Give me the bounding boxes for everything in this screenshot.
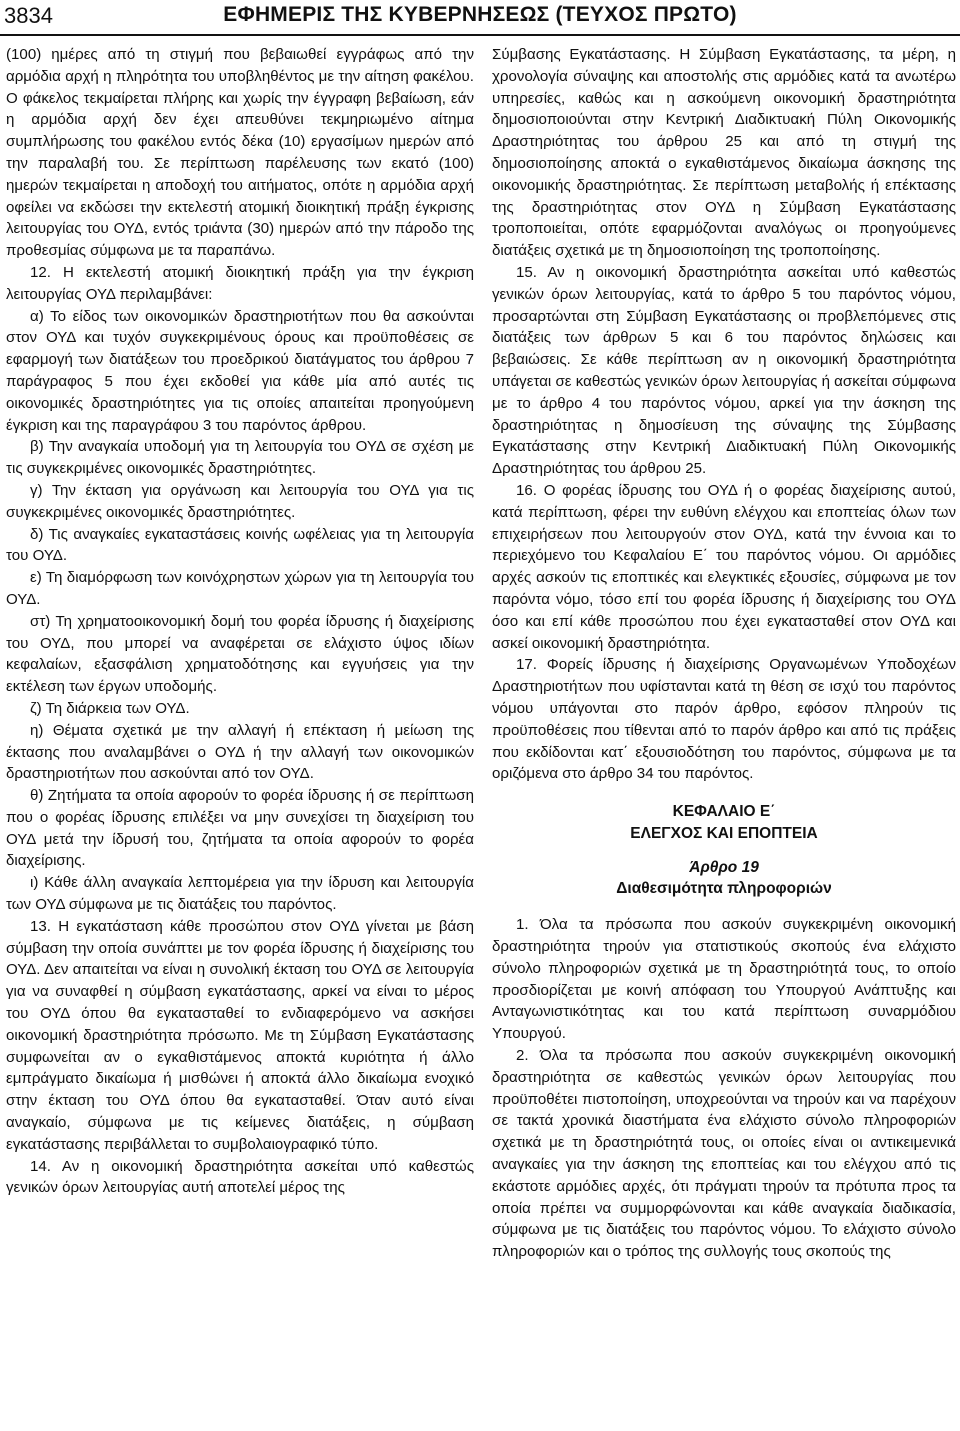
paragraph: θ) Ζητήματα τα οποία αφορούν το φορέα ίδρυσης ή σε περίπτωση που ο φορέας ίδρυσης επιλέξει να μην συνεχίσει τη διαχείριση του ΟΥΔ μετά την ίδρυσή του, ζητήματα τα οποία αφορούν το φορέα διαχείρισης. (6, 787, 474, 870)
page-header (0, 0, 960, 38)
paragraph: ε) Τη διαμόρφωση των κοινόχρηστων χώρων για τη λειτουργία του ΟΥΔ. (6, 569, 474, 608)
paragraph: 13. Η εγκατάσταση κάθε προσώπου στον ΟΥΔ γίνεται με βάση σύμβαση την οποία συνάπτει με τον φορέα ίδρυσης ή διαχείρισης του ΟΥΔ. Δεν απαιτείται να είναι η συνολική έκταση του ΟΥΔ σε λειτουργία για να συναφθεί η σύμβαση εγκατάστασης, αρκεί να είναι το μέρος του ΟΥΔ όπου θα εγκατασταθεί το ενδιαφερόμενο να ασκήσει οικονομική δραστηριότητα πρόσωπο. Με τη Σύμβαση Εγκατάστασης συμφωνείται αν ο εγκαθιστάμενος αποκτά κυριότητα ή άλλο εμπράγματο δικαίωμα ή μισθώνει ή αποκτά άλλο δικαίωμα ενοχικό στην έκταση του ΟΥΔ όπου θα εγκατασταθεί. Όταν αυτό είναι αναγκαίο, σύμφωνα με τις κείμενες διατάξεις, η σύμβαση εγκατάστασης περιβάλλεται το συμβολαιογραφικό τύπο. (6, 917, 474, 1153)
paragraph: στ) Τη χρηματοοικονομική δομή του φορέα ίδρυσης ή διαχείρισης του ΟΥΔ, που μπορεί να αναφέρεται σε ελάχιστο ύψος ιδίων κεφαλαίων, εξασφάλιση χρηματοδότησης και εγγυήσεις για την εκτέλεση των έργων υποδομής. (6, 612, 474, 696)
paragraph: 17. Φορείς ίδρυσης ή διαχείρισης Οργανωμένων Υποδοχέων Δραστηριοτήτων που υφίστανται κατά τη θέση σε ισχύ του παρόντος νόμου υπάγονται στο παρόν άρθρο, εφόσον πληρούν τις προϋποθέσεις που τίθενται από το παρόν άρθρο και από τις πράξεις που εκδίδονται κατ΄ εξουσιοδότηση του παρόντος, σύμφωνα με τα οριζόμενα στο άρθρο 34 του παρόντος. (492, 656, 956, 783)
chapter-number: ΚΕΦΑΛΑΙΟ Ε΄ (672, 803, 776, 821)
paragraph: 14. Αν η οικονομική δραστηριότητα ασκείται υπό καθεστώς γενικών όρων λειτουργίας αυτή αποτελεί μέρος της (6, 1157, 474, 1197)
paragraph: 2. Όλα τα πρόσωπα που ασκούν συγκεκριμένη οικονομική δραστηριότητα σε καθεστώς γενικών όρων λειτουργίας που προϋποθέτει πιστοποίηση, υποχρεούνται να τηρούν και να παρέχουν σε τακτά χρονικά διαστήματα ένα ελάχιστο σύνολο πληροφοριών σχετικά με τη δραστηριότητά τους, οι οποίες είναι οι αντικειμενικά αναγκαίες για την άσκηση της εποπτείας και του ελέγχου από τις εκάστοτε αρμόδιες αρχές, ότι πράγματι τηρούν τα πρότυπα προς τα οποία πρέπει να συμμορφώνονται και κάθε αναγκαία διαδικασία, σύμφωνα με τις διατάξεις του παρόντος νόμου. Το ελάχιστο σύνολο πληροφοριών και ο τρόπος της συλλογής τους σκοπούς της (492, 1047, 956, 1261)
paragraph: 12. Η εκτελεστή ατομική διοικητική πράξη για την έγκριση λειτουργίας ΟΥΔ περιλαμβάνει: (6, 263, 474, 303)
paragraph: α) Το είδος των οικονομικών δραστηριοτήτων που θα ασκούνται στον ΟΥΔ και τυχόν συγκεκριμένους όρους και προϋποθέσεις σε εφαρμογή των διατάξεων του προεδρικού διατάγματος του άρθρου 7 παράγραφος 5 που έχει εκδοθεί για κάθε μία από αυτές τις οικονομικές δραστηριότητες για τις οποίες απαιτείται προηγούμενη έγκριση και της παραγράφου 3 του παρόντος άρθρου. (6, 307, 474, 434)
paragraph: ι) Κάθε άλλη αναγκαία λεπτομέρεια για την ίδρυση και λειτουργία των ΟΥΔ σύμφωνα με τις διατάξεις του παρόντος. (6, 874, 474, 914)
chapter-title: ΕΛΕΓΧΟΣ ΚΑΙ ΕΠΟΠΤΕΙΑ (630, 824, 818, 842)
paragraph: γ) Την έκταση για οργάνωση και λειτουργία του ΟΥΔ για τις συγκεκριμένες οικονομικές δραστηριότητες. (6, 481, 474, 521)
paragraph: η) Θέματα σχετικά με την αλλαγή ή επέκταση ή μείωση της έκτασης που αναλαμβάνει ο ΟΥΔ ή την αλλαγή των οικονομικών δραστηριοτήτων που ασκούνται από τον ΟΥΔ. (6, 721, 474, 783)
paragraph: Σύμβασης Εγκατάστασης. Η Σύμβαση Εγκατάστασης, τα μέρη, η χρονολογία σύναψης και αποστολής στις αρμόδιες κατά τα ανωτέρω υπηρεσίες, καθώς και η ασκούμενη οικονομική δραστηριότητα δημοσιοποιούνται στην Κεντρική Διαδικτυακή Πύλη Οικονομικής Δραστηριότητας του άρθρου 25 και από τη στιγμή της δημοσιοποίησης αποκτά ο εγκαθιστάμενος δικαίωμα άσκησης της οικονομικής δραστηριότητας. Σε περίπτωση μεταβολής ή επέκτασης της δραστηριότητας στον ΟΥΔ η Σύμβαση Εγκατάστασης τροποποιείται, οπότε εφαρμόζονται αναλόγως οι προηγούμενες διατάξεις σχετικά με τη δημοσιοποίηση της τροποποίησης. (492, 46, 956, 260)
paragraph: 16. Ο φορέας ίδρυσης του ΟΥΔ ή ο φορέας διαχείρισης αυτού, κατά περίπτωση, φέρει την ευθύνη ελέγχου και εποπτείας όλων των επιχειρήσεων που λειτουργούν στον ΟΥΔ, κατά την έννοια και το περιεχόμενο του Κεφαλαίου Ε΄ του παρόντος νόμου. Οι αρμόδιες αρχές ασκούν τις εποπτικές και ελεγκτικές εξουσίες, σύμφωνα με τον παρόντα νόμο, τόσο επί του φορέα ίδρυσης ή διαχείρισης του ΟΥΔ όσο και επί κάθε προσώπου που έχει εγκατασταθεί στον ΟΥΔ και ασκεί οικονομική δραστηριότητα. (492, 481, 956, 652)
article-number: Άρθρο 19 (689, 858, 759, 876)
article-title: Διαθεσιμότητα πληροφοριών (616, 880, 832, 898)
paragraph: ζ) Τη διάρκεια των ΟΥΔ. (30, 699, 190, 717)
paragraph: (100) ημέρες από τη στιγμή που βεβαιωθεί εγγράφως από την αρμόδια αρχή η πληρότητα του υποβληθέντος με την αίτηση φακέλου. Ο φάκελος τεκμαίρεται πλήρης και χωρίς την έγγραφη βεβαίωση, εάν η αρμόδια αρχή δεν έχει απευθύνει τεκμηριωμένο αίτημα συμπλήρωσης του φακέλου εντός δέκα (10) εργασίμων ημερών από την παραλαβή του. Σε περίπτωση παρέλευσης των εκατό (100) ημερών τεκμαίρεται η αποδοχή του αιτήματος, οπότε η αρμόδια αρχή οφείλει να εκδώσει την εκτελεστή ατομική διοικητική πράξη έγκρισης λειτουργίας του ΟΥΔ, εντός τριάντα (30) ημερών από την πάροδο της προθεσμίας σύμφωνα με τα παραπάνω. (6, 46, 474, 260)
running-title: ΕΦΗΜΕΡΙΣ ΤΗΣ ΚΥΒΕΡΝΗΣΕΩΣ (ΤΕΥΧΟΣ ΠΡΩΤΟ) (223, 3, 737, 26)
chapter-heading (492, 801, 956, 845)
header-rule (0, 34, 960, 36)
page-number: 3834 (4, 3, 53, 28)
paragraph: β) Την αναγκαία υποδομή για τη λειτουργία του ΟΥΔ σε σχέση με τις συγκεκριμένες οικονομικές δραστηριότητες. (6, 438, 474, 478)
right-column (492, 44, 956, 1263)
paragraph: 1. Όλα τα πρόσωπα που ασκούν συγκεκριμένη οικονομική δραστηριότητα τηρούν για στατιστικούς σκοπούς ένα ελάχιστο σύνολο πληροφοριών σχετικά με τη δραστηριότητά τους, το οποίο προσδιορίζεται με κοινή απόφαση του Υπουργού Ανάπτυξης και Ανταγωνιστικότητας και του κατά περίπτωση συναρμόδιου Υπουργού. (492, 916, 956, 1043)
left-column (6, 44, 474, 1199)
paragraph: 15. Αν η οικονομική δραστηριότητα ασκείται υπό καθεστώς γενικών όρων λειτουργίας, κατά το άρθρο 5 του παρόντος νόμου, προσαρτώνται στη Σύμβαση Εγκατάστασης οι προβλεπόμενες στις διατάξεις των άρθρων 5 και 6 του παρόντος δηλώσεις και βεβαιώσεις. Σε κάθε περίπτωση αν η οικονομική δραστηριότητα υπάγεται σε καθεστώς γενικών όρων λειτουργίας ή ασκείται σύμφωνα με το άρθρο 4 του παρόντος νόμου, αρκεί για την άσκηση της δραστηριότητας η δημοσίευση της σύναψης της Σύμβασης Εγκατάστασης στην Κεντρική Διαδικτυακή Πύλη Οικονομικής Δραστηριότητας του άρθρου 25. (492, 263, 956, 478)
paragraph: δ) Τις αναγκαίες εγκαταστάσεις κοινής ωφέλειας για τη λειτουργία του ΟΥΔ. (6, 525, 474, 565)
